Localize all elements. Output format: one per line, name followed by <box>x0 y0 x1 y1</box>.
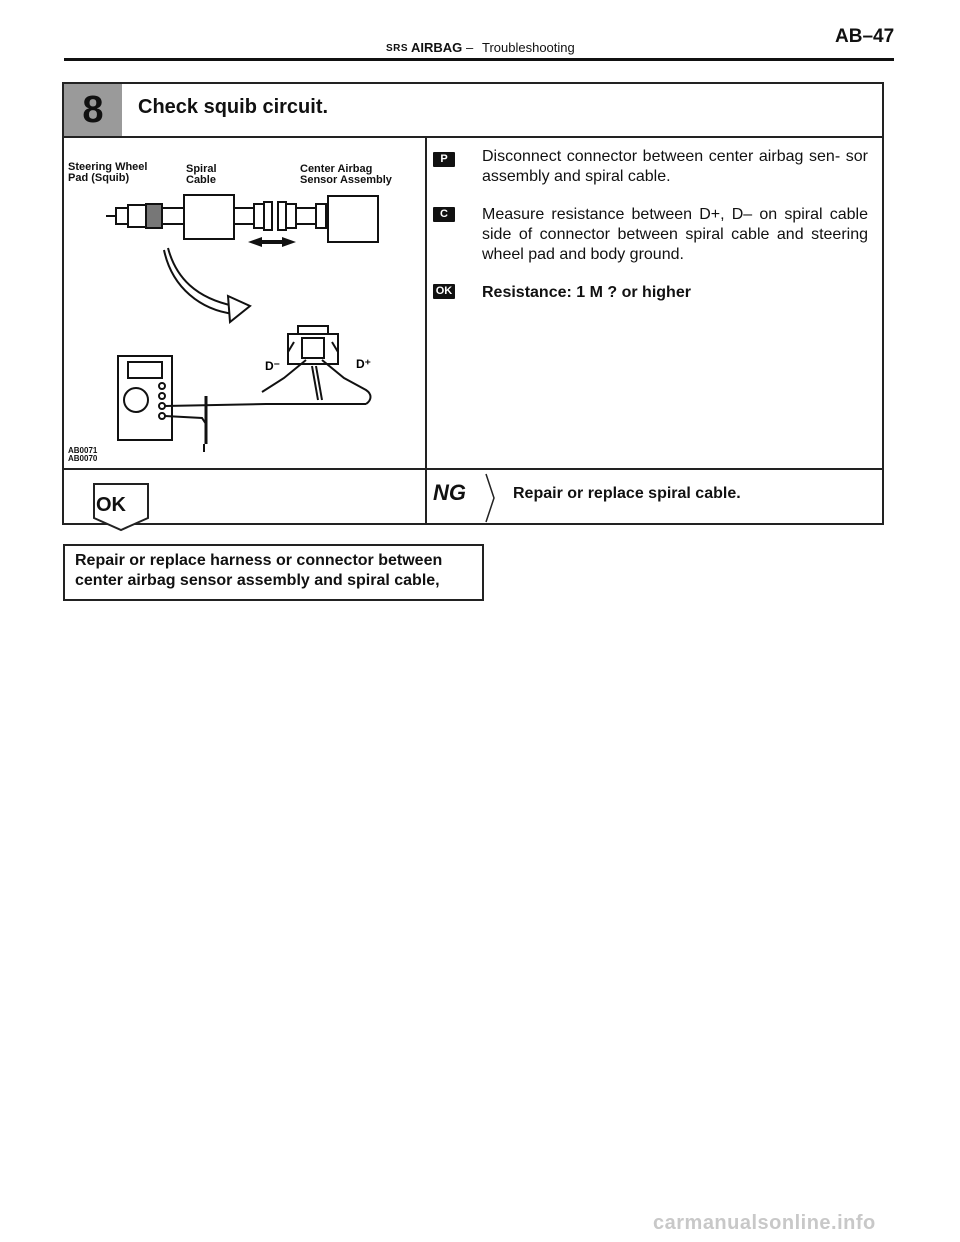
column-divider <box>425 137 427 523</box>
result-line: center airbag sensor assembly and spiral cable, <box>75 572 440 589</box>
ok-badge-label: OK <box>96 494 126 516</box>
pad-connector-tip <box>116 208 128 224</box>
figure-code-line: AB0071 <box>68 446 98 455</box>
instruction-tag-p: P <box>433 152 455 167</box>
instruction-resistance-spec: Resistance: 1 M ? or higher <box>482 284 691 301</box>
sensor-connector-c <box>316 204 326 228</box>
ng-chevron-icon <box>484 472 498 524</box>
step-number: 8 <box>82 89 104 131</box>
figure-code-line: AB0070 <box>68 454 98 463</box>
arrow-right-icon <box>272 237 296 247</box>
figure-label-line: Spiral <box>186 163 217 175</box>
pad-connector-body <box>128 205 146 227</box>
figure-label-line: Sensor Assembly <box>300 174 392 186</box>
d-minus-label: D⁻ <box>265 359 280 373</box>
page-number: AB–47 <box>835 26 895 47</box>
d-plus-label: D⁺ <box>356 357 371 371</box>
sensor-connector-b <box>286 204 296 228</box>
header-rule <box>64 58 894 61</box>
result-line: Repair or replace harness or connector between <box>75 552 443 569</box>
header-section-title: AIRBAG <box>411 40 463 55</box>
spiral-side-connector-top <box>298 326 328 334</box>
arrow-left-icon <box>248 237 272 247</box>
pad-connector-knurl <box>146 204 162 228</box>
curved-arrow-icon <box>168 248 234 306</box>
center-airbag-sensor-body <box>328 196 378 242</box>
figure-code <box>68 447 97 463</box>
ng-row-divider <box>64 468 882 470</box>
header-subtitle: Troubleshooting <box>482 40 575 55</box>
figure-label-line: Pad (Squib) <box>68 172 130 184</box>
figure-label-line: Center Airbag <box>300 163 373 175</box>
figure-label-line: Steering Wheel <box>68 161 148 173</box>
ok-result-box <box>63 544 484 601</box>
ng-action-text: Repair or replace spiral cable. <box>513 485 741 502</box>
instruction-tag-c: C <box>433 207 455 222</box>
instruction-measure: Measure resistance between D+, D– on spiral cable side of connector between spiral cable and steering wheel pad and body ground. <box>482 206 868 263</box>
header-srs-tag: SRS <box>386 43 409 54</box>
watermark: carmanualsonline.info <box>653 1212 876 1234</box>
header-dash: – <box>466 40 474 55</box>
spiral-connector-b <box>264 202 272 230</box>
step-title: Check squib circuit. <box>138 96 329 118</box>
spiral-cable-body <box>184 195 234 239</box>
instruction-tag-ok: OK <box>433 284 455 299</box>
squib-circuit-diagram <box>66 138 424 468</box>
figure-label-line: Cable <box>186 174 216 186</box>
ng-label: NG <box>433 480 466 505</box>
sensor-connector-a <box>278 202 286 230</box>
spiral-connector-a <box>254 204 264 228</box>
instruction-disconnect: Disconnect connector between center airbag sen- sor assembly and spiral cable. <box>482 148 868 185</box>
